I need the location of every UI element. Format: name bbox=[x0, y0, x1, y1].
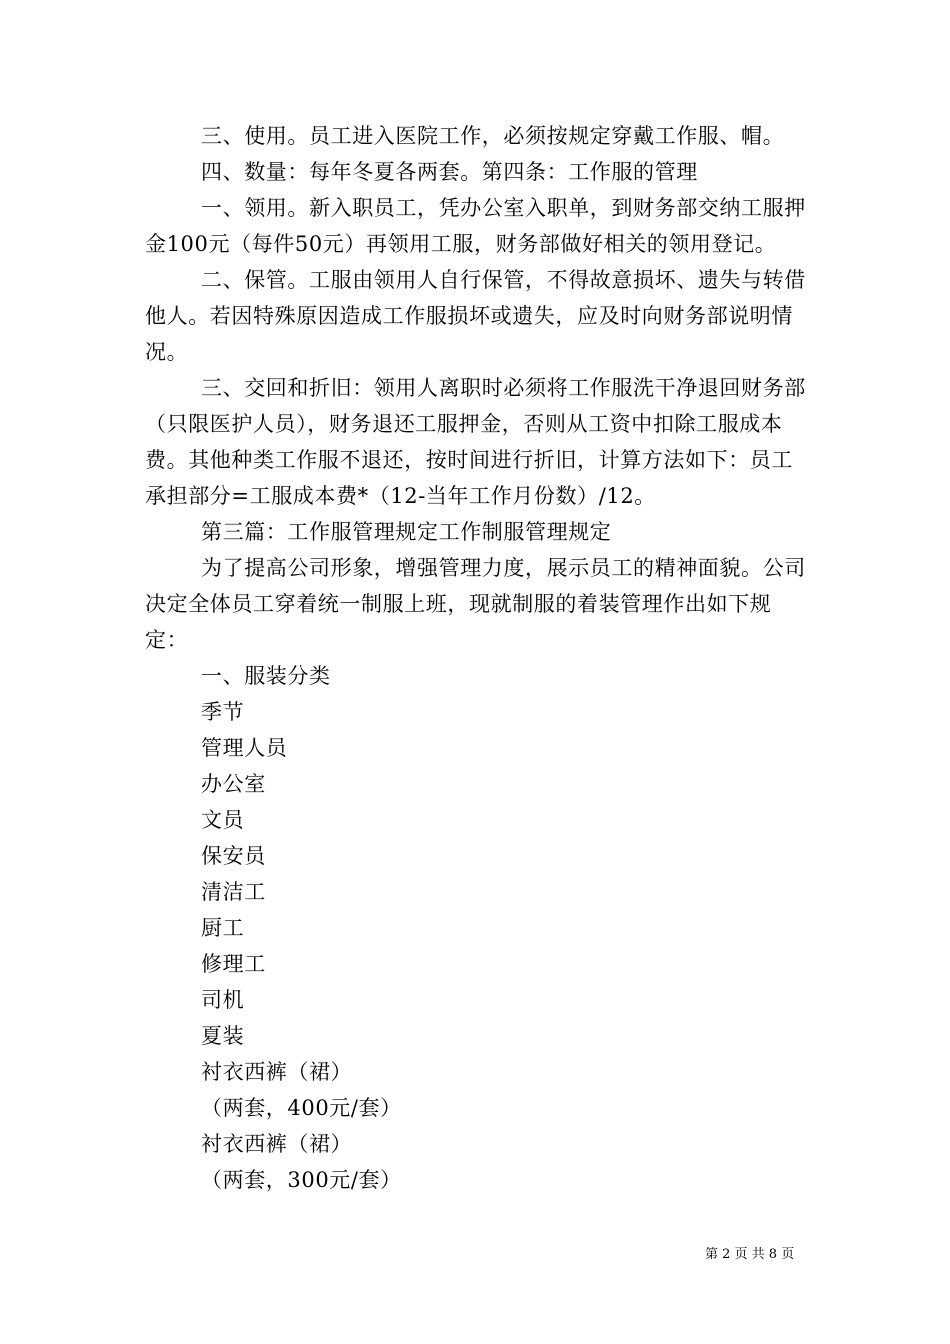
list-item: 司机 bbox=[201, 988, 245, 1012]
list-item: 厨工 bbox=[201, 916, 245, 940]
paragraph-intro: 为了提高公司形象，增强管理力度，展示员工的精神面貌。公司决定全体员工穿着统一制服上班，现就制服的着装管理作出如下规定： bbox=[145, 556, 806, 652]
paragraph-custody: 二、保管。工服由领用人自行保管，不得故意损坏、遗失与转借他人。若因特殊原因造成工作服损坏或遗失，应及时向财务部说明情况。 bbox=[145, 268, 806, 364]
list-item: 衬衣西裤（裙） bbox=[201, 1060, 353, 1084]
list-item: 衬衣西裤（裙） bbox=[201, 1132, 353, 1156]
list-item: 办公室 bbox=[201, 772, 266, 796]
list-item: 文员 bbox=[201, 808, 245, 832]
list-heading-clothing-categories: 一、服装分类 bbox=[201, 664, 331, 688]
list-item: 保安员 bbox=[201, 844, 266, 868]
page-number-footer: 第 2 页 共 8 页 bbox=[705, 1247, 795, 1262]
section-heading: 第三篇：工作服管理规定工作制服管理规定 bbox=[201, 520, 612, 544]
paragraph-quantity: 四、数量：每年冬夏各两套。第四条：工作服的管理 bbox=[201, 160, 698, 184]
list-item: 夏装 bbox=[201, 1024, 245, 1048]
list-item: （两套，400元/套） bbox=[201, 1096, 402, 1120]
list-item: 清洁工 bbox=[201, 880, 266, 904]
list-item: （两套，300元/套） bbox=[201, 1168, 402, 1192]
paragraph-usage: 三、使用。员工进入医院工作，必须按规定穿戴工作服、帽。 bbox=[201, 124, 785, 148]
paragraph-collection: 一、领用。新入职员工，凭办公室入职单，到财务部交纳工服押金100元（每件50元）再领用工服，财务部做好相关的领用登记。 bbox=[145, 196, 806, 256]
document-body bbox=[145, 118, 810, 1198]
paragraph-return-depreciation: 三、交回和折旧：领用人离职时必须将工作服洗干净退回财务部（只限医护人员），财务退还工服押金，否则从工资中扣除工服成本费。其他种类工作服不退还，按时间进行折旧，计算方法如下：员工承担部分=工服成本费*（12-当年工作月份数）/12。 bbox=[145, 376, 806, 508]
list-item: 管理人员 bbox=[201, 736, 288, 760]
list-item: 修理工 bbox=[201, 952, 266, 976]
list-item: 季节 bbox=[201, 700, 245, 724]
